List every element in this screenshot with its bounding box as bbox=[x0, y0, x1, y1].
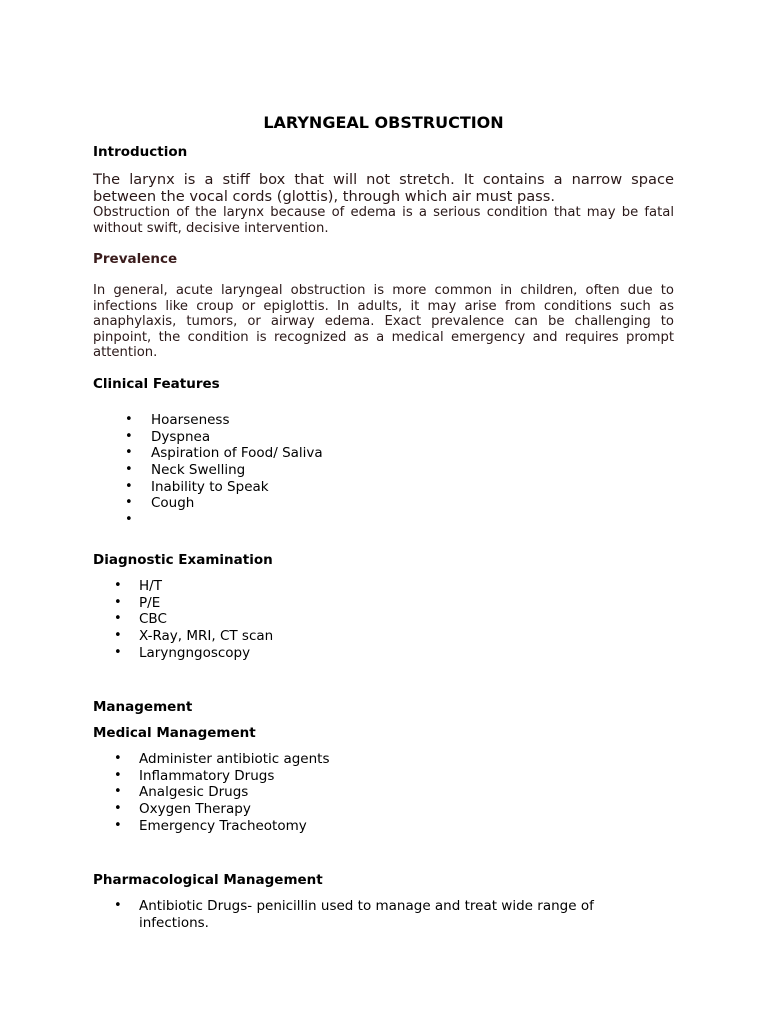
pharmacological-management-heading: Pharmacological Management bbox=[93, 872, 323, 888]
list-item-text: Neck Swelling bbox=[151, 462, 246, 479]
prevalence-heading: Prevalence bbox=[93, 251, 178, 267]
introduction-paragraph-2: Obstruction of the larynx because of edema is a serious condition that may be fatal without swift, decisive intervention. bbox=[93, 205, 674, 236]
list-item-text: Oxygen Therapy bbox=[139, 801, 251, 818]
management-heading: Management bbox=[93, 699, 193, 715]
bullet-icon: • bbox=[114, 594, 122, 610]
list-item bbox=[125, 462, 323, 479]
list-item bbox=[114, 898, 639, 931]
bullet-icon: • bbox=[114, 611, 122, 627]
list-item-text: Hoarseness bbox=[151, 412, 230, 428]
document-title: LARYNGEAL OBSTRUCTION bbox=[263, 113, 504, 132]
list-item bbox=[125, 495, 323, 512]
list-item bbox=[114, 595, 273, 612]
list-item-text: P/E bbox=[139, 594, 161, 611]
bullet-icon: • bbox=[114, 628, 122, 644]
list-item bbox=[114, 611, 273, 628]
list-item bbox=[125, 429, 323, 446]
bullet-icon: • bbox=[125, 478, 133, 494]
list-item-text: Laryngngoscopy bbox=[139, 644, 251, 661]
diagnostic-examination-list bbox=[114, 578, 273, 661]
bullet-icon: • bbox=[125, 412, 133, 427]
clinical-features-heading: Clinical Features bbox=[93, 376, 220, 392]
list-item bbox=[114, 818, 330, 835]
bullet-icon: • bbox=[114, 898, 122, 913]
list-item bbox=[125, 512, 323, 529]
list-item bbox=[114, 751, 330, 768]
introduction-heading: Introduction bbox=[93, 144, 188, 160]
bullet-icon: • bbox=[114, 578, 122, 593]
prevalence-paragraph: In general, acute laryngeal obstruction is more common in children, often due to infections like croup or epiglottis. In adults, it may arise from conditions such as anaphylaxis, tumors, or airway edema. Exact prevalence can be challenging to pinpoint, the condition is recognized as a medical emergency and requires prompt attention. bbox=[93, 283, 674, 361]
list-item bbox=[114, 768, 330, 785]
bullet-icon: • bbox=[114, 801, 122, 817]
list-item bbox=[114, 784, 330, 801]
list-item-text: Antibiotic Drugs- penicillin used to manage and treat wide range of infections. bbox=[139, 898, 594, 931]
bullet-icon: • bbox=[114, 644, 122, 660]
list-item bbox=[114, 645, 273, 662]
list-item bbox=[125, 445, 323, 462]
list-item-text: Aspiration of Food/ Saliva bbox=[151, 445, 323, 462]
list-item bbox=[114, 628, 273, 645]
introduction-paragraph-1: The larynx is a stiff box that will not stretch. It contains a narrow space between the vocal cords (glottis), through which air must pass. bbox=[93, 171, 674, 205]
diagnostic-examination-heading: Diagnostic Examination bbox=[93, 552, 273, 568]
list-item-text: Inability to Speak bbox=[151, 478, 269, 495]
bullet-icon: • bbox=[114, 784, 122, 800]
bullet-icon: • bbox=[114, 817, 122, 833]
list-item bbox=[125, 412, 323, 429]
list-item-text: Cough bbox=[151, 495, 195, 512]
list-item bbox=[125, 479, 323, 496]
bullet-icon: • bbox=[114, 751, 122, 766]
pharmacological-management-list bbox=[114, 898, 674, 931]
bullet-icon: • bbox=[125, 495, 133, 511]
list-item-text: X-Ray, MRI, CT scan bbox=[139, 628, 274, 645]
list-item-text: Emergency Tracheotomy bbox=[139, 817, 307, 834]
list-item-text: Analgesic Drugs bbox=[139, 784, 249, 801]
list-item bbox=[114, 578, 273, 595]
list-item-text: Administer antibiotic agents bbox=[139, 751, 330, 767]
list-item-text: CBC bbox=[139, 611, 167, 628]
bullet-icon: • bbox=[125, 428, 133, 444]
list-item-text: H/T bbox=[139, 578, 162, 594]
bullet-icon: • bbox=[125, 462, 133, 478]
bullet-icon: • bbox=[125, 512, 133, 528]
clinical-features-list bbox=[125, 412, 323, 529]
list-item bbox=[114, 801, 330, 818]
list-item-text: Inflammatory Drugs bbox=[139, 767, 275, 784]
medical-management-list bbox=[114, 751, 330, 834]
medical-management-heading: Medical Management bbox=[93, 725, 256, 741]
list-item-text: Dyspnea bbox=[151, 428, 211, 445]
bullet-icon: • bbox=[125, 445, 133, 461]
bullet-icon: • bbox=[114, 767, 122, 783]
